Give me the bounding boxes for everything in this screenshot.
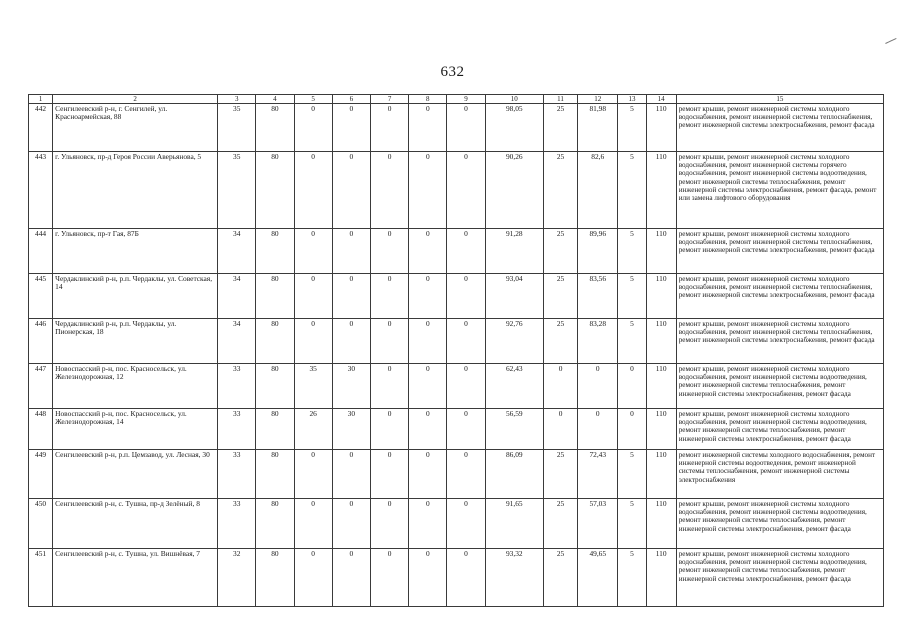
address: Новоспасский р-н, пос. Красносельск, ул. Железнодорожная, 14 xyxy=(53,409,218,450)
col-9-value: 0 xyxy=(447,104,485,152)
col-8-value: 0 xyxy=(409,499,447,549)
col-14-value: 110 xyxy=(646,274,676,319)
col-11-value: 25 xyxy=(543,274,577,319)
col-4-value: 80 xyxy=(256,450,294,499)
col-14-value: 110 xyxy=(646,364,676,409)
col-10-value: 92,76 xyxy=(485,319,543,364)
col-13-value: 5 xyxy=(618,450,646,499)
col-5-value: 0 xyxy=(294,549,332,607)
col-12-value: 82,6 xyxy=(578,152,618,229)
col-9-value: 0 xyxy=(447,549,485,607)
col-5-value: 0 xyxy=(294,450,332,499)
col-6-value: 30 xyxy=(332,364,370,409)
col-13-value: 5 xyxy=(618,319,646,364)
col-10-value: 91,28 xyxy=(485,229,543,274)
column-header: 10 xyxy=(485,95,543,104)
col-7-value: 0 xyxy=(370,364,408,409)
repair-works: ремонт инженерной системы холодного водоснабжения, ремонт инженерной системы водоотведения, ремонт инженерной системы теплоснабжения, ремонт инженерной системы электроснабжения xyxy=(676,450,883,499)
col-11-value: 25 xyxy=(543,319,577,364)
col-6-value: 0 xyxy=(332,450,370,499)
repair-works: ремонт крыши, ремонт инженерной системы холодного водоснабжения, ремонт инженерной системы водоотведения, ремонт инженерной системы теплоснабжения, ремонт инженерной системы электроснабжения, ремонт фасада xyxy=(676,409,883,450)
repair-works: ремонт крыши, ремонт инженерной системы холодного водоснабжения, ремонт инженерной системы теплоснабжения, ремонт инженерной системы электроснабжения, ремонт фасада xyxy=(676,319,883,364)
col-6-value: 0 xyxy=(332,549,370,607)
col-8-value: 0 xyxy=(409,450,447,499)
col-4-value: 80 xyxy=(256,229,294,274)
col-13-value: 5 xyxy=(618,229,646,274)
col-13-value: 5 xyxy=(618,499,646,549)
col-11-value: 25 xyxy=(543,152,577,229)
col-9-value: 0 xyxy=(447,364,485,409)
col-9-value: 0 xyxy=(447,409,485,450)
col-14-value: 110 xyxy=(646,104,676,152)
col-11-value: 25 xyxy=(543,450,577,499)
col-11-value: 25 xyxy=(543,549,577,607)
col-13-value: 0 xyxy=(618,409,646,450)
col-14-value: 110 xyxy=(646,450,676,499)
col-12-value: 89,96 xyxy=(578,229,618,274)
col-6-value: 0 xyxy=(332,104,370,152)
scan-corner-mark xyxy=(885,38,901,53)
col-9-value: 0 xyxy=(447,152,485,229)
col-8-value: 0 xyxy=(409,274,447,319)
col-4-value: 80 xyxy=(256,274,294,319)
col-12-value: 0 xyxy=(578,364,618,409)
col-9-value: 0 xyxy=(447,274,485,319)
address: Сенгилеевский р-н, г. Сенгилей, ул. Красноармейская, 88 xyxy=(53,104,218,152)
row-number: 450 xyxy=(29,499,53,549)
col-5-value: 0 xyxy=(294,104,332,152)
col-13-value: 5 xyxy=(618,549,646,607)
col-10-value: 86,09 xyxy=(485,450,543,499)
col-9-value: 0 xyxy=(447,319,485,364)
col-3-value: 33 xyxy=(218,450,256,499)
table-row xyxy=(29,319,884,364)
col-4-value: 80 xyxy=(256,364,294,409)
col-5-value: 0 xyxy=(294,274,332,319)
col-12-value: 57,03 xyxy=(578,499,618,549)
col-10-value: 62,43 xyxy=(485,364,543,409)
col-12-value: 0 xyxy=(578,409,618,450)
col-3-value: 34 xyxy=(218,229,256,274)
col-12-value: 81,98 xyxy=(578,104,618,152)
column-header: 12 xyxy=(578,95,618,104)
col-6-value: 30 xyxy=(332,409,370,450)
column-header: 6 xyxy=(332,95,370,104)
repair-works: ремонт крыши, ремонт инженерной системы холодного водоснабжения, ремонт инженерной системы теплоснабжения, ремонт инженерной системы электроснабжения, ремонт фасада xyxy=(676,229,883,274)
table-row xyxy=(29,274,884,319)
col-14-value: 110 xyxy=(646,409,676,450)
col-5-value: 26 xyxy=(294,409,332,450)
repair-works: ремонт крыши, ремонт инженерной системы холодного водоснабжения, ремонт инженерной системы теплоснабжения, ремонт инженерной системы электроснабжения, ремонт фасада xyxy=(676,274,883,319)
col-14-value: 110 xyxy=(646,549,676,607)
table-row xyxy=(29,152,884,229)
column-header: 13 xyxy=(618,95,646,104)
row-number: 442 xyxy=(29,104,53,152)
col-5-value: 0 xyxy=(294,229,332,274)
col-6-value: 0 xyxy=(332,319,370,364)
col-11-value: 25 xyxy=(543,104,577,152)
col-8-value: 0 xyxy=(409,409,447,450)
col-11-value: 0 xyxy=(543,364,577,409)
col-10-value: 91,65 xyxy=(485,499,543,549)
table-row xyxy=(29,364,884,409)
address: Сенгилеевский р-н, с. Тушна, ул. Вишнёвая, 7 xyxy=(53,549,218,607)
column-header: 2 xyxy=(53,95,218,104)
col-3-value: 35 xyxy=(218,104,256,152)
col-8-value: 0 xyxy=(409,152,447,229)
address: Новоспасский р-н, пос. Красносельск, ул. Железнодорожная, 12 xyxy=(53,364,218,409)
col-3-value: 35 xyxy=(218,152,256,229)
column-header: 14 xyxy=(646,95,676,104)
col-11-value: 0 xyxy=(543,409,577,450)
col-11-value: 25 xyxy=(543,499,577,549)
col-12-value: 83,28 xyxy=(578,319,618,364)
col-6-value: 0 xyxy=(332,274,370,319)
repair-works: ремонт крыши, ремонт инженерной системы холодного водоснабжения, ремонт инженерной системы водоотведения, ремонт инженерной системы теплоснабжения, ремонт инженерной системы электроснабжения, ремонт фасада xyxy=(676,549,883,607)
col-10-value: 98,05 xyxy=(485,104,543,152)
col-5-value: 35 xyxy=(294,364,332,409)
column-header: 3 xyxy=(218,95,256,104)
col-4-value: 80 xyxy=(256,104,294,152)
col-14-value: 110 xyxy=(646,499,676,549)
repair-works: ремонт крыши, ремонт инженерной системы холодного водоснабжения, ремонт инженерной системы горячего водоснабжения, ремонт инженерной системы водоотведения, ремонт инженерной системы теплоснабжения, ремонт инженерной системы электроснабжения, ремонт фасада, ремонт или замена лифтового оборудования xyxy=(676,152,883,229)
col-10-value: 56,59 xyxy=(485,409,543,450)
col-7-value: 0 xyxy=(370,274,408,319)
col-14-value: 110 xyxy=(646,152,676,229)
col-6-value: 0 xyxy=(332,229,370,274)
col-8-value: 0 xyxy=(409,104,447,152)
col-12-value: 49,65 xyxy=(578,549,618,607)
col-4-value: 80 xyxy=(256,499,294,549)
col-5-value: 0 xyxy=(294,499,332,549)
column-header: 7 xyxy=(370,95,408,104)
col-7-value: 0 xyxy=(370,319,408,364)
col-11-value: 25 xyxy=(543,229,577,274)
table-row xyxy=(29,499,884,549)
col-13-value: 5 xyxy=(618,152,646,229)
col-7-value: 0 xyxy=(370,409,408,450)
row-number: 448 xyxy=(29,409,53,450)
row-number: 451 xyxy=(29,549,53,607)
col-7-value: 0 xyxy=(370,450,408,499)
row-number: 446 xyxy=(29,319,53,364)
col-9-value: 0 xyxy=(447,499,485,549)
col-8-value: 0 xyxy=(409,549,447,607)
col-13-value: 0 xyxy=(618,364,646,409)
col-9-value: 0 xyxy=(447,450,485,499)
address: Чердаклинский р-н, р.п. Чердаклы, ул. Советская, 14 xyxy=(53,274,218,319)
col-8-value: 0 xyxy=(409,229,447,274)
col-3-value: 32 xyxy=(218,549,256,607)
table-row xyxy=(29,104,884,152)
row-number: 443 xyxy=(29,152,53,229)
col-4-value: 80 xyxy=(256,152,294,229)
column-header: 1 xyxy=(29,95,53,104)
col-9-value: 0 xyxy=(447,229,485,274)
col-8-value: 0 xyxy=(409,364,447,409)
housing-repair-table xyxy=(28,94,884,607)
col-4-value: 80 xyxy=(256,549,294,607)
col-4-value: 80 xyxy=(256,409,294,450)
col-3-value: 33 xyxy=(218,409,256,450)
col-7-value: 0 xyxy=(370,152,408,229)
col-3-value: 34 xyxy=(218,274,256,319)
repair-works: ремонт крыши, ремонт инженерной системы холодного водоснабжения, ремонт инженерной системы теплоснабжения, ремонт инженерной системы электроснабжения, ремонт фасада xyxy=(676,104,883,152)
address: Чердаклинский р-н, р.п. Чердаклы, ул. Пионерская, 18 xyxy=(53,319,218,364)
col-7-value: 0 xyxy=(370,499,408,549)
col-7-value: 0 xyxy=(370,104,408,152)
table-row xyxy=(29,549,884,607)
column-header: 15 xyxy=(676,95,883,104)
repair-works: ремонт крыши, ремонт инженерной системы холодного водоснабжения, ремонт инженерной системы водоотведения, ремонт инженерной системы теплоснабжения, ремонт инженерной системы электроснабжения, ремонт фасада xyxy=(676,364,883,409)
col-4-value: 80 xyxy=(256,319,294,364)
col-5-value: 0 xyxy=(294,152,332,229)
address: Сенгилеевский р-н, с. Тушна, пр-д Зелёный, 8 xyxy=(53,499,218,549)
col-14-value: 110 xyxy=(646,319,676,364)
column-header: 4 xyxy=(256,95,294,104)
col-6-value: 0 xyxy=(332,499,370,549)
repair-works: ремонт крыши, ремонт инженерной системы холодного водоснабжения, ремонт инженерной системы водоотведения, ремонт инженерной системы теплоснабжения, ремонт инженерной системы электроснабжения, ремонт фасада xyxy=(676,499,883,549)
col-7-value: 0 xyxy=(370,229,408,274)
col-3-value: 33 xyxy=(218,499,256,549)
column-header: 5 xyxy=(294,95,332,104)
row-number: 444 xyxy=(29,229,53,274)
col-12-value: 72,43 xyxy=(578,450,618,499)
col-6-value: 0 xyxy=(332,152,370,229)
col-13-value: 5 xyxy=(618,274,646,319)
col-7-value: 0 xyxy=(370,549,408,607)
address: г. Ульяновск, пр-т Гая, 87Б xyxy=(53,229,218,274)
page-number: 632 xyxy=(440,64,465,80)
col-12-value: 83,56 xyxy=(578,274,618,319)
col-13-value: 5 xyxy=(618,104,646,152)
col-3-value: 34 xyxy=(218,319,256,364)
table-row xyxy=(29,450,884,499)
address: Сенгилеевский р-н, р.п. Цемзавод, ул. Лесная, 30 xyxy=(53,450,218,499)
column-number-row xyxy=(29,95,884,104)
table-row xyxy=(29,229,884,274)
column-header: 11 xyxy=(543,95,577,104)
row-number: 449 xyxy=(29,450,53,499)
row-number: 447 xyxy=(29,364,53,409)
row-number: 445 xyxy=(29,274,53,319)
table-row xyxy=(29,409,884,450)
column-header: 9 xyxy=(447,95,485,104)
col-14-value: 110 xyxy=(646,229,676,274)
col-10-value: 90,26 xyxy=(485,152,543,229)
col-5-value: 0 xyxy=(294,319,332,364)
col-3-value: 33 xyxy=(218,364,256,409)
col-10-value: 93,32 xyxy=(485,549,543,607)
col-8-value: 0 xyxy=(409,319,447,364)
column-header: 8 xyxy=(409,95,447,104)
address: г. Ульяновск, пр-д Героя России Аверьянова, 5 xyxy=(53,152,218,229)
col-10-value: 93,04 xyxy=(485,274,543,319)
